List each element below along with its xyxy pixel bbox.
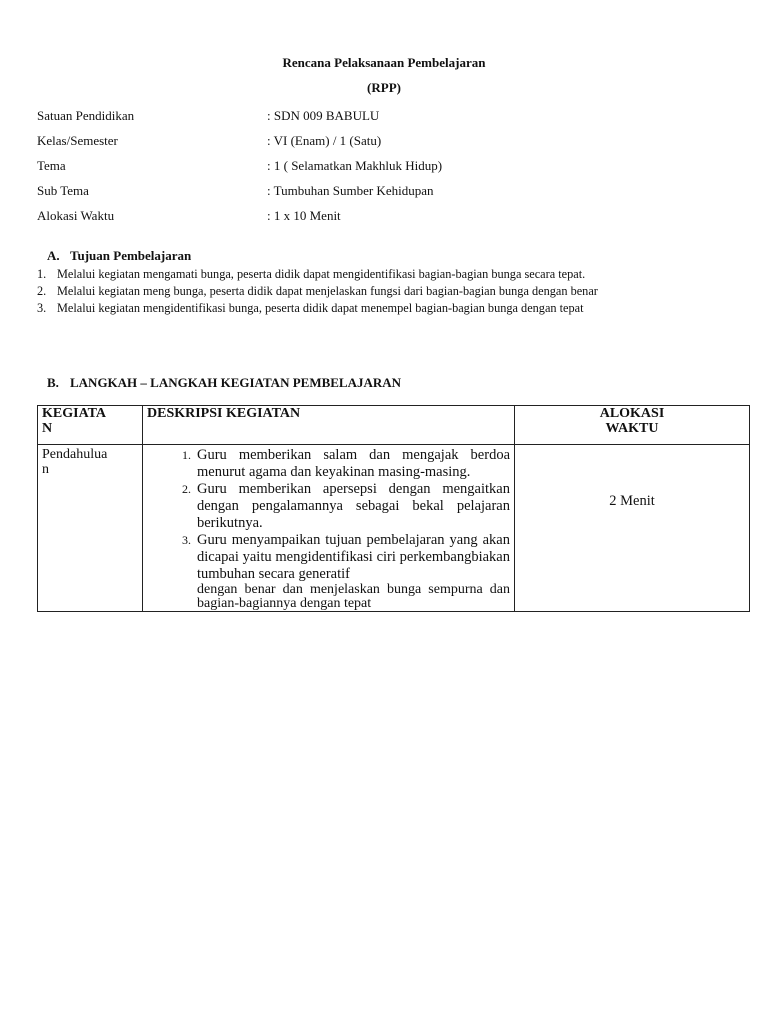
- identity-row: [37, 128, 737, 153]
- step-number: 3.: [182, 533, 191, 547]
- list-number: 1.: [37, 267, 47, 281]
- table-row: [38, 445, 750, 612]
- list-item: [37, 284, 729, 299]
- identity-value: : 1 x 10 Menit: [267, 207, 341, 223]
- list-text: Melalui kegiatan mengidentifikasi bunga, peserta didik dapat menempel bagian-bagian bunga dengan tepat: [57, 301, 584, 315]
- cell-kegiatan: [38, 445, 143, 612]
- identity-row: [37, 103, 737, 128]
- section-letter: A.: [47, 248, 60, 263]
- header-alokasi-line: WAKTU: [605, 421, 659, 436]
- list-text: Melalui kegiatan mengamati bunga, peserta didik dapat mengidentifikasi bagian-bagian bunga secara tepat.: [57, 267, 586, 281]
- step-continuation: dengan benar dan menjelaskan bunga sempurna dan bagian-bagiannya dengan tepat: [197, 582, 510, 611]
- identity-label: Alokasi Waktu: [37, 207, 115, 223]
- section-heading: [37, 248, 729, 264]
- header-alokasi-line: ALOKASI: [599, 406, 665, 421]
- kegiatan-line: n: [42, 462, 49, 477]
- identity-value: : Tumbuhan Sumber Kehidupan: [267, 182, 434, 198]
- step-text: Guru memberikan salam dan mengajak berdoa menurut agama dan keyakinan masing-masing.: [197, 447, 510, 480]
- identity-row: [37, 153, 737, 178]
- step-text: Guru menyampaikan tujuan pembelajaran yang akan dicapai yaitu mengidentifikasi ciri perkembangbiakan tumbuhan secara generatif: [197, 532, 510, 582]
- step-list: [147, 445, 510, 583]
- list-item: [37, 301, 729, 316]
- list-number: 2.: [37, 284, 47, 298]
- header-deskripsi: DESKRIPSI KEGIATAN: [143, 406, 515, 445]
- step-number: 1.: [182, 448, 191, 462]
- cell-deskripsi: [143, 445, 515, 612]
- objective-list: [37, 267, 729, 316]
- step-number: 2.: [182, 482, 191, 496]
- list-item: [147, 481, 510, 532]
- cell-alokasi: 2 Menit: [515, 445, 750, 612]
- identity-value: : SDN 009 BABULU: [267, 107, 380, 123]
- section-title: LANGKAH – LANGKAH KEGIATAN PEMBELAJARAN: [70, 375, 402, 390]
- identity-row: [37, 178, 737, 203]
- identity-label: Sub Tema: [37, 182, 89, 198]
- header-kegiatan-line: N: [42, 421, 53, 436]
- header-kegiatan: [38, 406, 143, 445]
- identity-row: [37, 203, 737, 228]
- section-tujuan: [37, 248, 729, 318]
- list-number: 3.: [37, 301, 47, 315]
- identity-value: : VI (Enam) / 1 (Satu): [267, 132, 382, 148]
- identity-label: Satuan Pendidikan: [37, 107, 135, 123]
- table-header-row: [38, 406, 750, 445]
- identity-block: [37, 103, 737, 228]
- list-item: [147, 447, 510, 481]
- document-title: Rencana Pelaksanaan Pembelajaran: [282, 55, 486, 70]
- kegiatan-line: Pendahulua: [42, 447, 108, 462]
- section-langkah: [37, 375, 729, 391]
- document-subtitle: (RPP): [367, 80, 401, 95]
- identity-label: Tema: [37, 157, 66, 173]
- identity-label: Kelas/Semester: [37, 132, 118, 148]
- section-letter: B.: [47, 375, 59, 390]
- step-text: Guru memberikan apersepsi dengan mengaitkan dengan pengalamannya sebagai bekal pelajaran berikutnya.: [197, 481, 510, 531]
- list-item: [37, 267, 729, 282]
- header-alokasi: [515, 406, 750, 445]
- section-heading: [37, 375, 729, 391]
- header-kegiatan-line: KEGIATA: [42, 406, 107, 421]
- list-item: [147, 532, 510, 583]
- section-title: Tujuan Pembelajaran: [70, 248, 192, 263]
- activity-table: [37, 405, 750, 612]
- identity-value: : 1 ( Selamatkan Makhluk Hidup): [267, 157, 443, 173]
- list-text: Melalui kegiatan meng bunga, peserta didik dapat menjelaskan fungsi dari bagian-bagian bunga dengan benar: [57, 284, 598, 298]
